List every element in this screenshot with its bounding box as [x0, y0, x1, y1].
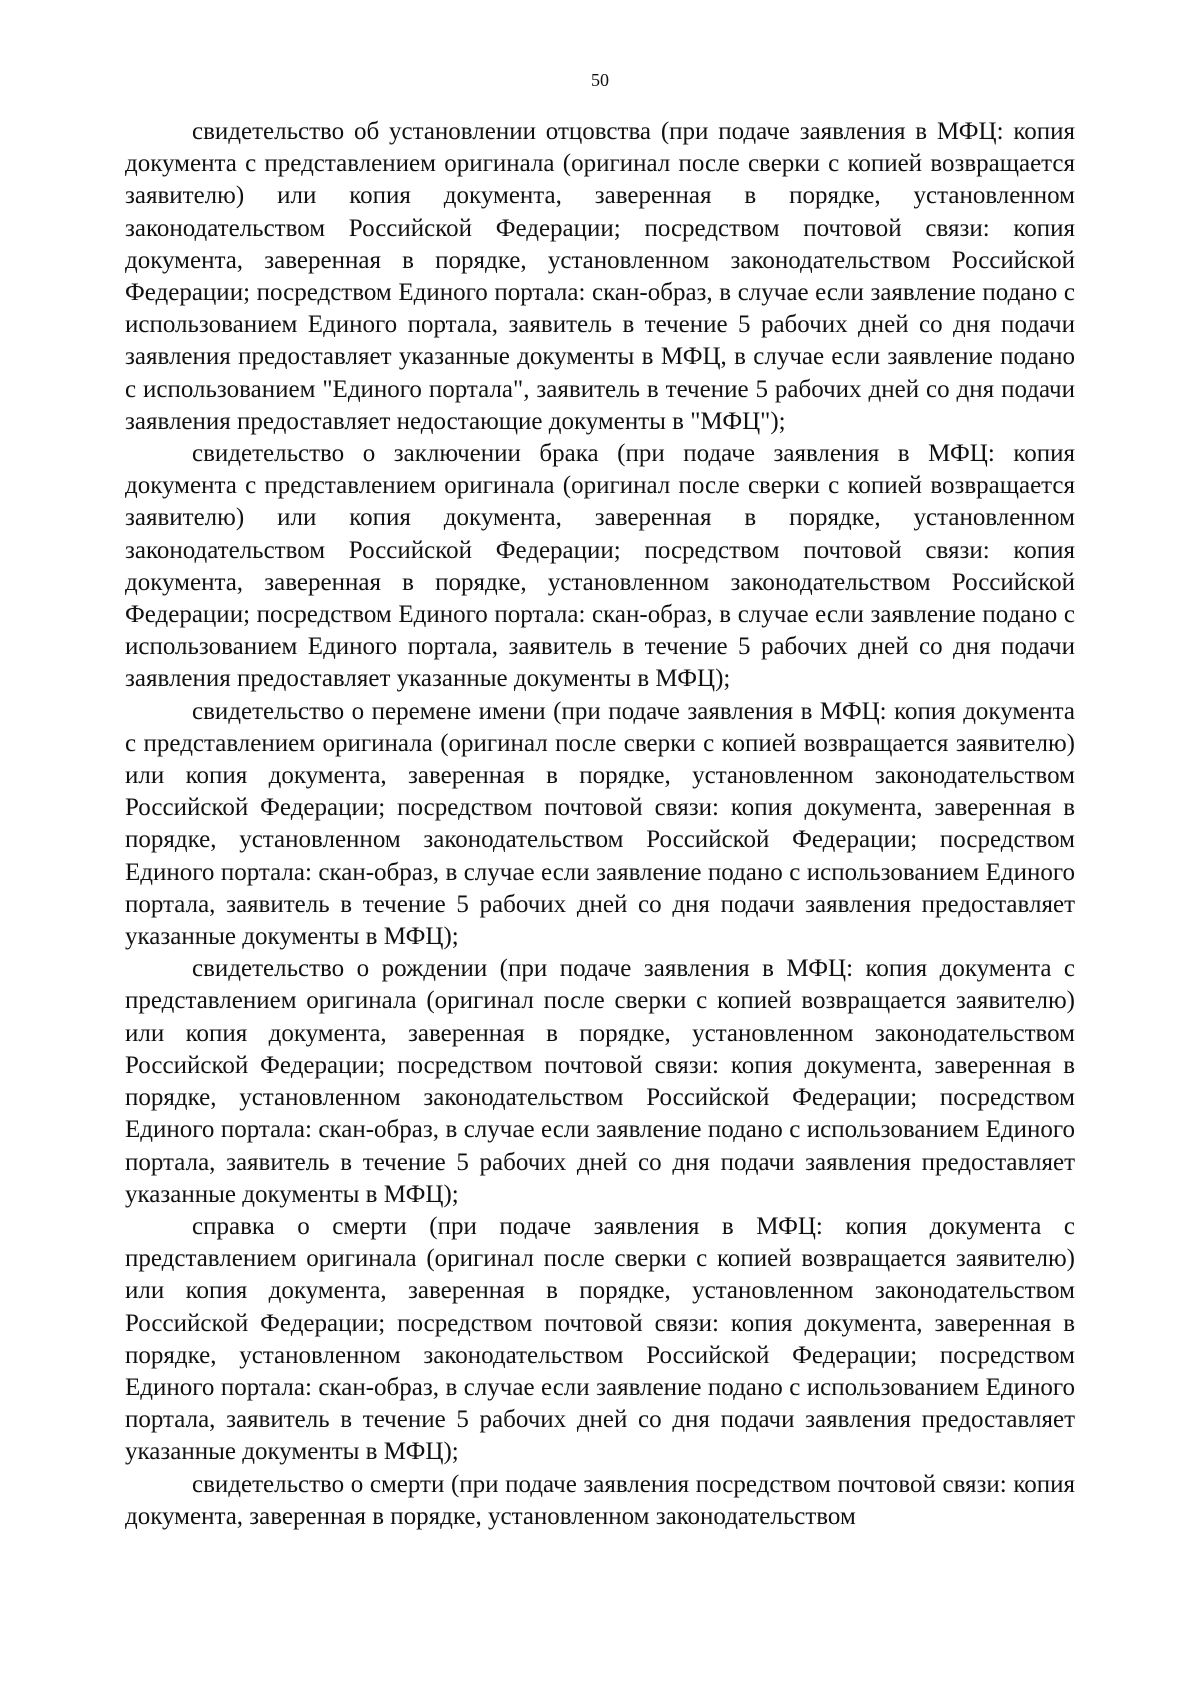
paragraph-birth-certificate: свидетельство о рождении (при подаче заявления в МФЦ: копия документа с представлением оригинала (оригинал после сверки с копией возвращается заявителю) или копия документа, заверенная в порядке, установленном законодательством Российской Федерации; посредством почтовой связи: копия документа, заверенная в порядке, установленном законодательством Российской Федерации; посредством Единого портала: скан-образ, в случае если заявление подано с использованием Единого портала, заявитель в течение 5 рабочих дней со дня подачи заявления предоставляет указанные документы в МФЦ); — [125, 955, 1075, 1208]
paragraph-name-change-certificate: свидетельство о перемене имени (при подаче заявления в МФЦ: копия документа с представлением оригинала (оригинал после сверки с копией возвращается заявителю) или копия документа, заверенная в порядке, установленном законодательством Российской Федерации; посредством почтовой связи: копия документа, заверенная в порядке, установленном законодательством Российской Федерации; посредством Единого портала: скан-образ, в случае если заявление подано с использованием Единого портала, заявитель в течение 5 рабочих дней со дня подачи заявления предоставляет указанные документы в МФЦ); — [125, 697, 1075, 951]
paragraph-marriage-certificate: свидетельство о заключении брака (при подаче заявления в МФЦ: копия документа с представлением оригинала (оригинал после сверки с копией возвращается заявителю) или копия документа, заверенная в порядке, установленном законодательством Российской Федерации; посредством почтовой связи: копия документа, заверенная в порядке, установленном законодательством Российской Федерации; посредством Единого портала: скан-образ, в случае если заявление подано с использованием Единого портала, заявитель в течение 5 рабочих дней со дня подачи заявления предоставляет указанные документы в МФЦ); — [125, 440, 1075, 693]
paragraph-death-certificate: свидетельство о смерти (при подаче заявления посредством почтовой связи: копия документа, заверенная в порядке, установленном законодательством — [125, 1470, 1075, 1530]
page-number: 50 — [591, 70, 609, 90]
paragraph-paternity-certificate: свидетельство об установлении отцовства (при подаче заявления в МФЦ: копия документа с представлением оригинала (оригинал после сверки с копией возвращается заявителю) или копия документа, заверенная в порядке, установленном законодательством Российской Федерации; посредством почтовой связи: копия документа, заверенная в порядке, установленном законодательством Российской Федерации; посредством Единого портала: скан-образ, в случае если заявление подано с использованием Единого портала, заявитель в течение 5 рабочих дней со дня подачи заявления предоставляет указанные документы в МФЦ, в случае если заявление подано с использованием "Единого портала", заявитель в течение 5 рабочих дней со дня подачи заявления предоставляет недостающие документы в "МФЦ"); — [125, 118, 1075, 435]
document-body — [125, 116, 1075, 1533]
paragraph-death-notice: справка о смерти (при подаче заявления в МФЦ: копия документа с представлением оригинала (оригинал после сверки с копией возвращается заявителю) или копия документа, заверенная в порядке, установленном законодательством Российской Федерации; посредством почтовой связи: копия документа, заверенная в порядке, установленном законодательством Российской Федерации; посредством Единого портала: скан-образ, в случае если заявление подано с использованием Единого портала, заявитель в течение 5 рабочих дней со дня подачи заявления предоставляет указанные документы в МФЦ); — [125, 1212, 1075, 1466]
